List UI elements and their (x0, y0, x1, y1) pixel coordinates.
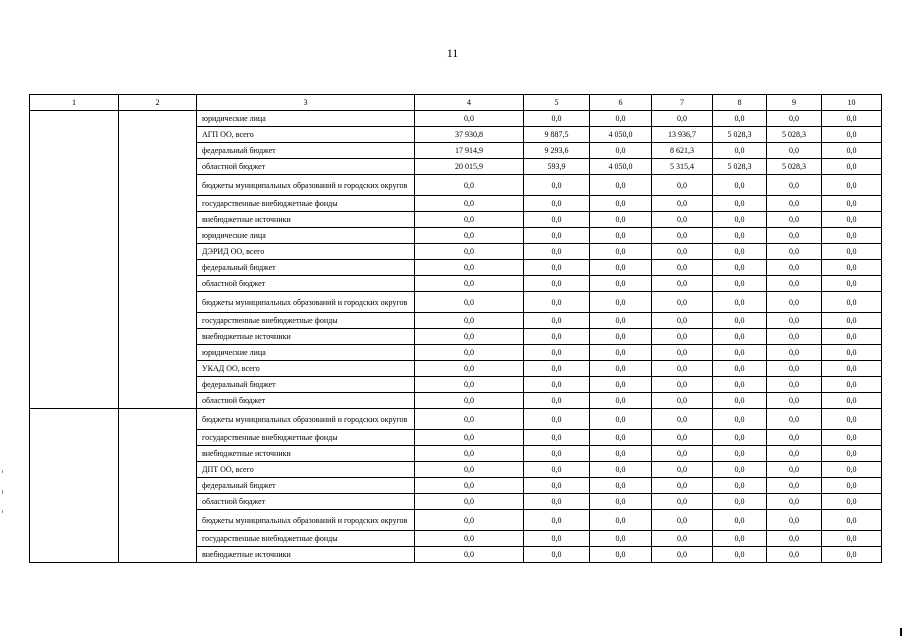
value-cell: 0,0 (524, 393, 590, 409)
value-cell: 0,0 (590, 175, 652, 196)
value-cell: 0,0 (652, 510, 713, 531)
value-cell: 0,0 (590, 143, 652, 159)
value-cell: 0,0 (713, 329, 767, 345)
value-cell: 0,0 (822, 175, 882, 196)
value-cell: 0,0 (713, 111, 767, 127)
value-cell: 0,0 (590, 212, 652, 228)
value-cell: 0,0 (822, 377, 882, 393)
row-label: внебюджетные источники (197, 212, 415, 228)
value-cell: 0,0 (590, 260, 652, 276)
value-cell: 0,0 (822, 393, 882, 409)
value-cell: 0,0 (652, 547, 713, 563)
value-cell: 0,0 (590, 313, 652, 329)
value-cell: 0,0 (822, 127, 882, 143)
value-cell: 5 028,3 (767, 127, 822, 143)
value-cell: 0,0 (590, 228, 652, 244)
empty-cell (30, 409, 119, 563)
value-cell: 0,0 (767, 462, 822, 478)
value-cell: 0,0 (767, 175, 822, 196)
value-cell: 0,0 (415, 478, 524, 494)
value-cell: 0,0 (713, 462, 767, 478)
value-cell: 0,0 (652, 196, 713, 212)
value-cell: 0,0 (590, 494, 652, 510)
value-cell: 0,0 (822, 510, 882, 531)
column-header: 1 (30, 95, 119, 111)
value-cell: 0,0 (767, 345, 822, 361)
value-cell: 0,0 (415, 196, 524, 212)
column-header: 6 (590, 95, 652, 111)
value-cell: 0,0 (713, 345, 767, 361)
value-cell: 0,0 (713, 313, 767, 329)
value-cell: 0,0 (524, 510, 590, 531)
value-cell: 0,0 (713, 393, 767, 409)
value-cell: 0,0 (415, 212, 524, 228)
value-cell: 0,0 (415, 111, 524, 127)
value-cell: 0,0 (524, 111, 590, 127)
value-cell: 0,0 (524, 547, 590, 563)
value-cell: 0,0 (713, 143, 767, 159)
value-cell: 0,0 (822, 329, 882, 345)
row-label: юридические лица (197, 345, 415, 361)
value-cell: 0,0 (713, 510, 767, 531)
value-cell: 5 028,3 (713, 159, 767, 175)
value-cell: 0,0 (652, 313, 713, 329)
value-cell: 0,0 (524, 446, 590, 462)
column-header: 10 (822, 95, 882, 111)
value-cell: 0,0 (767, 292, 822, 313)
value-cell: 0,0 (822, 446, 882, 462)
scan-margin-tick (2, 470, 3, 473)
value-cell: 0,0 (767, 111, 822, 127)
value-cell: 0,0 (590, 510, 652, 531)
value-cell: 0,0 (713, 228, 767, 244)
value-cell: 0,0 (822, 361, 882, 377)
column-header: 8 (713, 95, 767, 111)
row-label: юридические лица (197, 228, 415, 244)
value-cell: 0,0 (415, 510, 524, 531)
value-cell: 0,0 (652, 393, 713, 409)
value-cell: 0,0 (415, 409, 524, 430)
value-cell: 0,0 (767, 494, 822, 510)
value-cell: 0,0 (415, 175, 524, 196)
value-cell: 0,0 (767, 377, 822, 393)
row-label: государственные внебюджетные фонды (197, 430, 415, 446)
value-cell: 4 050,0 (590, 127, 652, 143)
column-header: 7 (652, 95, 713, 111)
value-cell: 0,0 (767, 409, 822, 430)
row-label: федеральный бюджет (197, 377, 415, 393)
value-cell: 0,0 (713, 446, 767, 462)
value-cell: 0,0 (590, 276, 652, 292)
value-cell: 0,0 (767, 446, 822, 462)
value-cell: 0,0 (822, 276, 882, 292)
value-cell: 0,0 (652, 430, 713, 446)
value-cell: 8 621,3 (652, 143, 713, 159)
value-cell: 0,0 (767, 196, 822, 212)
value-cell: 0,0 (415, 345, 524, 361)
row-label: АГП ОО, всего (197, 127, 415, 143)
value-cell: 0,0 (415, 393, 524, 409)
value-cell: 0,0 (415, 446, 524, 462)
value-cell: 0,0 (590, 478, 652, 494)
value-cell: 0,0 (822, 409, 882, 430)
value-cell: 0,0 (713, 292, 767, 313)
value-cell: 0,0 (652, 292, 713, 313)
value-cell: 0,0 (713, 409, 767, 430)
column-header: 2 (119, 95, 197, 111)
value-cell: 0,0 (415, 276, 524, 292)
value-cell: 0,0 (822, 159, 882, 175)
value-cell: 0,0 (767, 143, 822, 159)
value-cell: 593,9 (524, 159, 590, 175)
value-cell: 0,0 (822, 212, 882, 228)
value-cell: 0,0 (767, 547, 822, 563)
value-cell: 0,0 (524, 329, 590, 345)
value-cell: 0,0 (590, 244, 652, 260)
value-cell: 0,0 (822, 462, 882, 478)
value-cell: 0,0 (767, 260, 822, 276)
value-cell: 0,0 (590, 111, 652, 127)
value-cell: 0,0 (652, 531, 713, 547)
row-label: бюджеты муниципальных образований и городских округов (197, 175, 415, 196)
row-label: ДЭРИД ОО, всего (197, 244, 415, 260)
value-cell: 0,0 (415, 462, 524, 478)
row-label: внебюджетные источники (197, 547, 415, 563)
value-cell: 0,0 (713, 494, 767, 510)
value-cell: 9 293,6 (524, 143, 590, 159)
value-cell: 0,0 (652, 244, 713, 260)
value-cell: 0,0 (590, 329, 652, 345)
value-cell: 5 028,3 (767, 159, 822, 175)
empty-cell (30, 111, 119, 409)
value-cell: 0,0 (822, 313, 882, 329)
value-cell: 0,0 (415, 292, 524, 313)
value-cell: 0,0 (524, 345, 590, 361)
value-cell: 0,0 (524, 276, 590, 292)
table-row (30, 409, 882, 430)
row-label: бюджеты муниципальных образований и городских округов (197, 510, 415, 531)
row-label: внебюджетные источники (197, 446, 415, 462)
value-cell: 0,0 (767, 393, 822, 409)
value-cell: 0,0 (415, 260, 524, 276)
value-cell: 0,0 (652, 212, 713, 228)
value-cell: 0,0 (590, 430, 652, 446)
scan-margin-tick (2, 510, 3, 513)
value-cell: 0,0 (713, 531, 767, 547)
row-label: юридические лица (197, 111, 415, 127)
row-label: государственные внебюджетные фонды (197, 196, 415, 212)
row-label: областной бюджет (197, 393, 415, 409)
value-cell: 0,0 (524, 175, 590, 196)
header-row (30, 95, 882, 111)
value-cell: 0,0 (415, 494, 524, 510)
value-cell: 0,0 (590, 446, 652, 462)
row-label: бюджеты муниципальных образований и городских округов (197, 409, 415, 430)
value-cell: 0,0 (822, 260, 882, 276)
page-number: 11 (446, 46, 459, 60)
value-cell: 0,0 (822, 292, 882, 313)
row-label: областной бюджет (197, 494, 415, 510)
value-cell: 0,0 (822, 143, 882, 159)
value-cell: 0,0 (652, 329, 713, 345)
value-cell: 0,0 (713, 212, 767, 228)
value-cell: 0,0 (652, 478, 713, 494)
value-cell: 0,0 (415, 547, 524, 563)
column-header: 4 (415, 95, 524, 111)
row-label: федеральный бюджет (197, 143, 415, 159)
value-cell: 0,0 (822, 531, 882, 547)
empty-cell (119, 409, 197, 563)
value-cell: 0,0 (590, 409, 652, 430)
value-cell: 0,0 (590, 462, 652, 478)
value-cell: 0,0 (767, 531, 822, 547)
value-cell: 0,0 (767, 228, 822, 244)
value-cell: 0,0 (524, 462, 590, 478)
value-cell: 0,0 (524, 244, 590, 260)
value-cell: 0,0 (767, 244, 822, 260)
value-cell: 0,0 (822, 430, 882, 446)
value-cell: 17 914,9 (415, 143, 524, 159)
value-cell: 0,0 (652, 175, 713, 196)
value-cell: 0,0 (822, 547, 882, 563)
value-cell: 0,0 (822, 345, 882, 361)
value-cell: 0,0 (652, 494, 713, 510)
value-cell: 0,0 (767, 361, 822, 377)
value-cell: 0,0 (822, 478, 882, 494)
value-cell: 0,0 (767, 276, 822, 292)
value-cell: 0,0 (590, 345, 652, 361)
value-cell: 0,0 (415, 361, 524, 377)
value-cell: 20 015,9 (415, 159, 524, 175)
value-cell: 0,0 (713, 377, 767, 393)
value-cell: 0,0 (652, 409, 713, 430)
value-cell: 0,0 (652, 345, 713, 361)
value-cell: 0,0 (652, 228, 713, 244)
value-cell: 0,0 (822, 244, 882, 260)
value-cell: 0,0 (590, 531, 652, 547)
value-cell: 0,0 (767, 510, 822, 531)
value-cell: 0,0 (524, 409, 590, 430)
value-cell: 0,0 (713, 175, 767, 196)
value-cell: 0,0 (524, 478, 590, 494)
value-cell: 13 936,7 (652, 127, 713, 143)
empty-cell (119, 111, 197, 409)
row-label: внебюджетные источники (197, 329, 415, 345)
value-cell: 0,0 (767, 329, 822, 345)
column-header: 3 (197, 95, 415, 111)
value-cell: 0,0 (822, 111, 882, 127)
budget-table (29, 94, 882, 563)
value-cell: 0,0 (713, 478, 767, 494)
table-body (30, 111, 882, 563)
value-cell: 0,0 (652, 276, 713, 292)
value-cell: 0,0 (767, 313, 822, 329)
value-cell: 0,0 (415, 329, 524, 345)
value-cell: 0,0 (713, 430, 767, 446)
value-cell: 0,0 (590, 292, 652, 313)
value-cell: 0,0 (713, 196, 767, 212)
value-cell: 0,0 (415, 228, 524, 244)
value-cell: 0,0 (652, 361, 713, 377)
value-cell: 0,0 (822, 228, 882, 244)
value-cell: 0,0 (415, 313, 524, 329)
value-cell: 0,0 (524, 531, 590, 547)
value-cell: 0,0 (652, 111, 713, 127)
value-cell: 0,0 (767, 212, 822, 228)
value-cell: 0,0 (590, 547, 652, 563)
value-cell: 0,0 (652, 462, 713, 478)
value-cell: 0,0 (590, 361, 652, 377)
value-cell: 0,0 (524, 292, 590, 313)
row-label: областной бюджет (197, 159, 415, 175)
value-cell: 0,0 (767, 478, 822, 494)
row-label: федеральный бюджет (197, 478, 415, 494)
value-cell: 0,0 (652, 446, 713, 462)
value-cell: 0,0 (590, 196, 652, 212)
scan-margin-tick (2, 490, 3, 494)
table-row (30, 111, 882, 127)
column-header: 9 (767, 95, 822, 111)
value-cell: 0,0 (524, 377, 590, 393)
value-cell: 0,0 (415, 244, 524, 260)
row-label: государственные внебюджетные фонды (197, 313, 415, 329)
row-label: ДПТ ОО, всего (197, 462, 415, 478)
value-cell: 4 050,0 (590, 159, 652, 175)
value-cell: 0,0 (822, 196, 882, 212)
value-cell: 5 028,3 (713, 127, 767, 143)
value-cell: 0,0 (590, 393, 652, 409)
value-cell: 0,0 (713, 244, 767, 260)
value-cell: 0,0 (415, 531, 524, 547)
value-cell: 0,0 (822, 494, 882, 510)
row-label: государственные внебюджетные фонды (197, 531, 415, 547)
scan-edge-mark (900, 628, 902, 636)
value-cell: 0,0 (524, 430, 590, 446)
value-cell: 0,0 (524, 228, 590, 244)
row-label: федеральный бюджет (197, 260, 415, 276)
value-cell: 0,0 (524, 196, 590, 212)
value-cell: 0,0 (713, 276, 767, 292)
value-cell: 0,0 (524, 494, 590, 510)
value-cell: 0,0 (713, 547, 767, 563)
row-label: УКАД ОО, всего (197, 361, 415, 377)
value-cell: 0,0 (713, 260, 767, 276)
value-cell: 0,0 (524, 313, 590, 329)
value-cell: 0,0 (767, 430, 822, 446)
value-cell: 0,0 (652, 260, 713, 276)
value-cell: 0,0 (713, 361, 767, 377)
value-cell: 0,0 (524, 361, 590, 377)
value-cell: 0,0 (524, 212, 590, 228)
row-label: областной бюджет (197, 276, 415, 292)
column-header: 5 (524, 95, 590, 111)
value-cell: 0,0 (415, 377, 524, 393)
value-cell: 9 887,5 (524, 127, 590, 143)
value-cell: 37 930,8 (415, 127, 524, 143)
value-cell: 0,0 (652, 377, 713, 393)
value-cell: 0,0 (524, 260, 590, 276)
value-cell: 0,0 (590, 377, 652, 393)
value-cell: 5 315,4 (652, 159, 713, 175)
value-cell: 0,0 (415, 430, 524, 446)
row-label: бюджеты муниципальных образований и городских округов (197, 292, 415, 313)
